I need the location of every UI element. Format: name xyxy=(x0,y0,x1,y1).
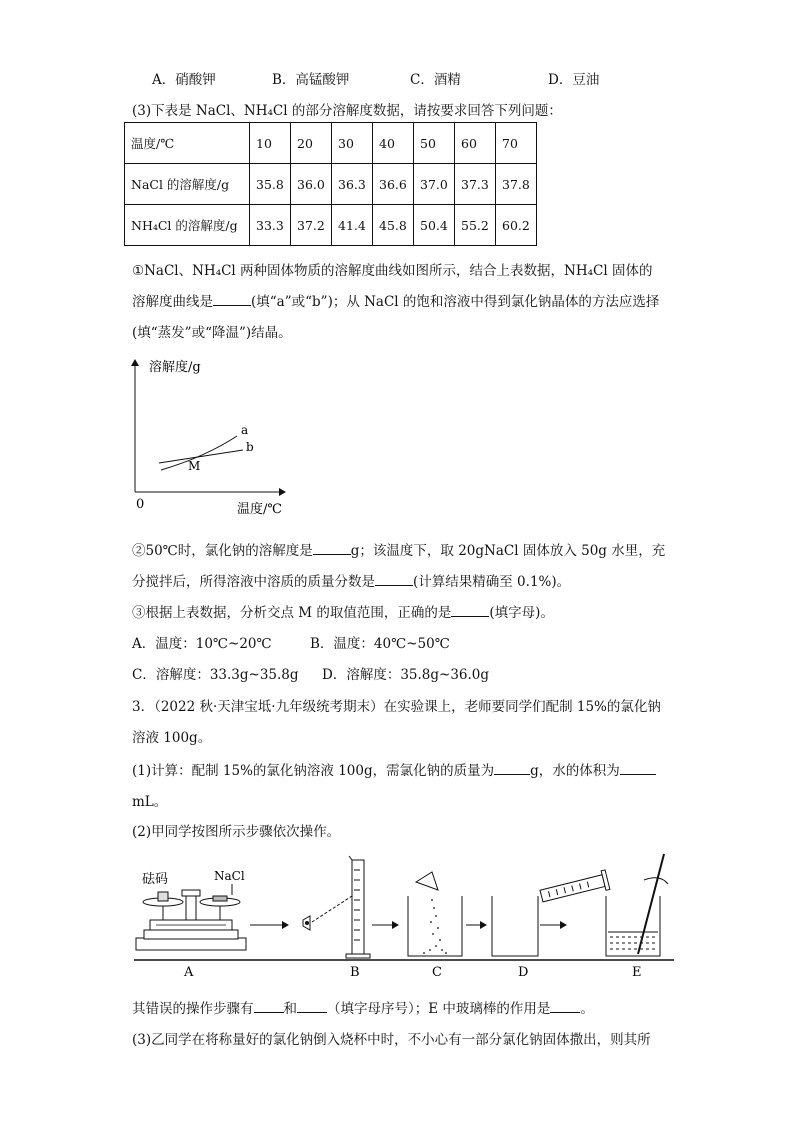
intersection-label: M xyxy=(188,459,201,473)
sub-question-2-line-1 xyxy=(132,539,665,559)
table-cell: 36.6 xyxy=(373,164,414,205)
option-c: C．酒精 xyxy=(410,72,461,88)
table-row-label: NH₄Cl 的溶解度/g xyxy=(125,205,250,246)
table-cell: 41.4 xyxy=(332,205,373,246)
table-cell: 30 xyxy=(332,123,373,164)
text: (填字母)。 xyxy=(489,605,554,621)
step-label-c: C xyxy=(432,965,442,980)
answer-blank[interactable] xyxy=(213,293,251,306)
table-cell: 50 xyxy=(414,123,455,164)
answer-blank[interactable] xyxy=(451,604,489,617)
beaker-pour-solid-figure xyxy=(408,872,462,956)
table-row-label: NaCl 的溶解度/g xyxy=(125,164,250,205)
sub-question-2-line-2 xyxy=(132,570,570,590)
table-header-label: 温度/℃ xyxy=(125,123,250,164)
problem-3-part-1-unit: mL。 xyxy=(132,794,168,810)
answer-blank[interactable] xyxy=(313,542,351,555)
table-cell: 40 xyxy=(373,123,414,164)
table-cell: 37.3 xyxy=(455,164,496,205)
problem-3-part-1 xyxy=(132,759,656,779)
sub-question-1-line-2 xyxy=(132,290,659,310)
option-a: A．温度：10℃~20℃ xyxy=(132,636,272,652)
answer-blank[interactable] xyxy=(494,762,530,775)
text: ②50℃时，氯化钠的溶解度是 xyxy=(132,543,313,559)
step-label-a: A xyxy=(184,965,194,980)
solubility-table xyxy=(124,122,537,246)
beaker-pour-water-figure xyxy=(492,870,610,956)
table-cell: 60.2 xyxy=(496,205,537,246)
table-cell: 36.3 xyxy=(332,164,373,205)
text: 溶解度曲线是 xyxy=(132,294,213,310)
table-cell: 33.3 xyxy=(250,205,291,246)
table-cell: 70 xyxy=(496,123,537,164)
sub-question-1-line-3: (填“蒸发”或“降温”)结晶。 xyxy=(132,325,292,341)
option-d: D．豆油 xyxy=(548,72,600,88)
answer-blank[interactable] xyxy=(550,1000,580,1013)
table-row-temperature xyxy=(125,123,537,164)
curve-b xyxy=(159,450,243,463)
table-cell: 45.8 xyxy=(373,205,414,246)
balance-figure xyxy=(136,869,246,950)
table-cell: 37.8 xyxy=(496,164,537,205)
answer-blank[interactable] xyxy=(375,573,413,586)
table-cell: 10 xyxy=(250,123,291,164)
text: (填“a”或“b”)；从 NaCl 的饱和溶液中得到氯化钠晶体的方法应选择 xyxy=(251,294,660,310)
x-axis-label: 温度/℃ xyxy=(237,502,282,517)
text: (计算结果精确至 0.1%)。 xyxy=(413,574,571,590)
graduated-cylinder-figure xyxy=(303,856,370,958)
y-axis-label: 溶解度/g xyxy=(149,360,201,375)
text: 分搅拌后，所得溶液中溶质的质量分数是 xyxy=(132,574,375,590)
step-label-e: E xyxy=(632,965,642,980)
text: 。 xyxy=(580,1001,594,1017)
problem-3-part-2: (2)甲同学按图所示步骤依次操作。 xyxy=(132,824,341,840)
sub-question-1-line-1: ①NaCl、NH₄Cl 两种固体物质的溶解度曲线如图所示，结合上表数据，NH₄Cl 固体的 xyxy=(132,263,653,279)
text: (1)计算：配制 15%的氯化钠溶液 100g，需氯化钠的质量为 xyxy=(132,763,495,779)
weights-label: 砝码 xyxy=(142,872,169,887)
option-b: B．高锰酸钾 xyxy=(272,72,350,88)
problem-3-part-3: (3)乙同学在将称量好的氯化钠倒入烧杯中时，不小心有一部分氯化钠固体撒出，则其所 xyxy=(132,1032,651,1048)
option-c: C．溶解度：33.3g~35.8g xyxy=(132,667,299,683)
text: 和 xyxy=(283,1001,297,1017)
answer-blank[interactable] xyxy=(254,1000,284,1013)
beaker-stirring-figure xyxy=(606,854,668,956)
table-cell: 60 xyxy=(455,123,496,164)
error-steps-question xyxy=(132,997,594,1017)
solubility-curve-chart xyxy=(125,352,305,522)
text: g；该温度下，取 20gNaCl 固体放入 50g 水里，充 xyxy=(350,543,666,559)
text: g，水的体积为 xyxy=(530,763,620,779)
table-cell: 20 xyxy=(291,123,332,164)
option-a: A．硝酸钾 xyxy=(152,72,216,88)
step-label-d: D xyxy=(518,965,529,980)
table-cell: 35.8 xyxy=(250,164,291,205)
step-label-b: B xyxy=(350,965,360,980)
table-row-nacl xyxy=(125,164,537,205)
experiment-steps-figure xyxy=(120,850,680,980)
question-3-intro: (3)下表是 NaCl、NH₄Cl 的部分溶解度数据，请按要求回答下列问题： xyxy=(132,103,562,119)
text: ③根据上表数据，分析交点 M 的取值范围，正确的是 xyxy=(132,605,452,621)
problem-3-line-1: 3．（2022 秋·天津宝坻·九年级统考期末）在实验课上，老师要同学们配制 15%的氯化钠 xyxy=(132,699,661,715)
origin-label: 0 xyxy=(136,497,145,512)
table-row-nh4cl xyxy=(125,205,537,246)
option-d: D．溶解度：35.8g~36.0g xyxy=(322,667,490,683)
text: 其错误的操作步骤有 xyxy=(132,1001,254,1017)
table-cell: 37.2 xyxy=(291,205,332,246)
table-cell: 55.2 xyxy=(455,205,496,246)
option-b: B．温度：40℃~50℃ xyxy=(310,636,450,652)
nacl-label: NaCl xyxy=(214,869,245,883)
text: （填字母序号）；E 中玻璃棒的作用是 xyxy=(327,1001,551,1017)
answer-blank[interactable] xyxy=(297,1000,327,1013)
table-cell: 36.0 xyxy=(291,164,332,205)
curve-b-label: b xyxy=(246,440,254,454)
table-cell: 37.0 xyxy=(414,164,455,205)
problem-3-line-2: 溶液 100g。 xyxy=(132,730,212,746)
sub-question-3-stem xyxy=(132,601,554,621)
curve-a-label: a xyxy=(241,423,249,437)
table-cell: 50.4 xyxy=(414,205,455,246)
answer-blank[interactable] xyxy=(620,762,656,775)
